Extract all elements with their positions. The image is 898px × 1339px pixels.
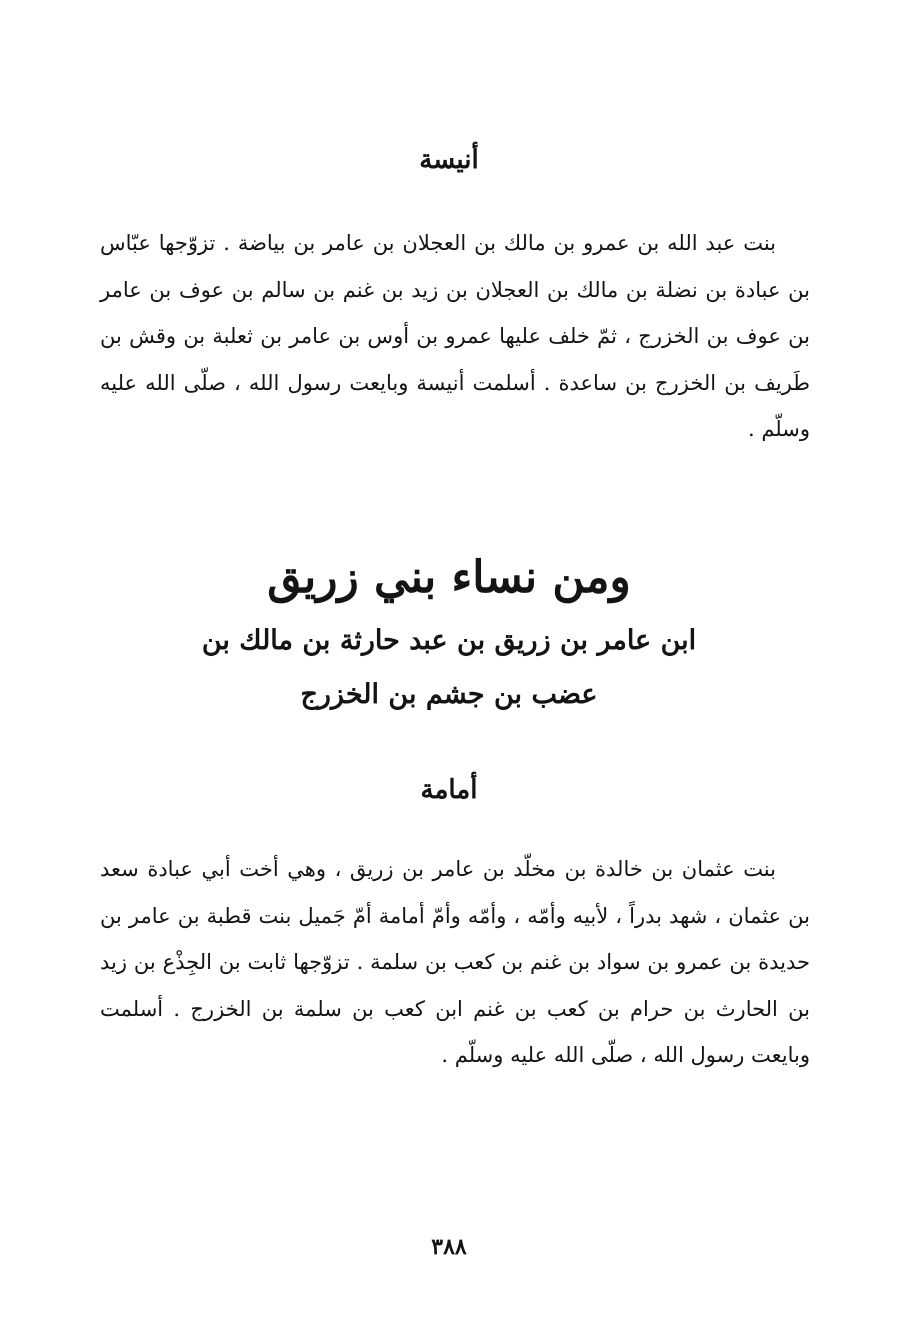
entry-text-anisa: بنت عبد الله بن عمرو بن مالك بن العجلان بن عامر بن بياضة . تزوّجها عبّاس بن عبادة بن نضلة بن مالك بن العجلان بن زيد بن غنم بن سالم بن عوف بن عامر بن عوف بن الخزرج ، ثمّ خلف عليها عمرو بن أوس بن عامر بن ثعلبة بن وقش بن طَريف بن الخزرج بن ساعدة . أسلمت أنيسة وبايعت رسول الله ، صلّى الله عليه وسلّم . — [100, 231, 810, 441]
section-subtitle-line-2: عضب بن جشم بن الخزرج — [300, 679, 598, 710]
entry-title-anisa: أنيسة — [419, 145, 479, 175]
section-subtitle-line-1: ابن عامر بن زريق بن عبد حارثة بن مالك بن — [201, 625, 697, 656]
entry-text-umama: بنت عثمان بن خالدة بن مخلّد بن عامر بن زريق ، وهي أخت أبي عبادة سعد بن عثمان ، شهد بدراً ، لأبيه وأمّه ، وأمّه وأمّ أمامة أمّ جَميل بنت قطبة بن عامر بن حديدة بن عمرو بن سواد بن غنم بن كعب بن سلمة . تزوّجها ثابت بن الجِذْع بن زيد بن الحارث بن حرام بن كعب بن غنم ابن كعب بن سلمة بن الخزرج . أسلمت وبايعت رسول الله ، صلّى الله عليه وسلّم . — [100, 857, 810, 1067]
page-number: ٣٨٨ — [431, 1234, 467, 1260]
section-heading: ومن نساء بني زريق — [267, 552, 631, 603]
entry-title-umama: أمامة — [420, 775, 478, 805]
